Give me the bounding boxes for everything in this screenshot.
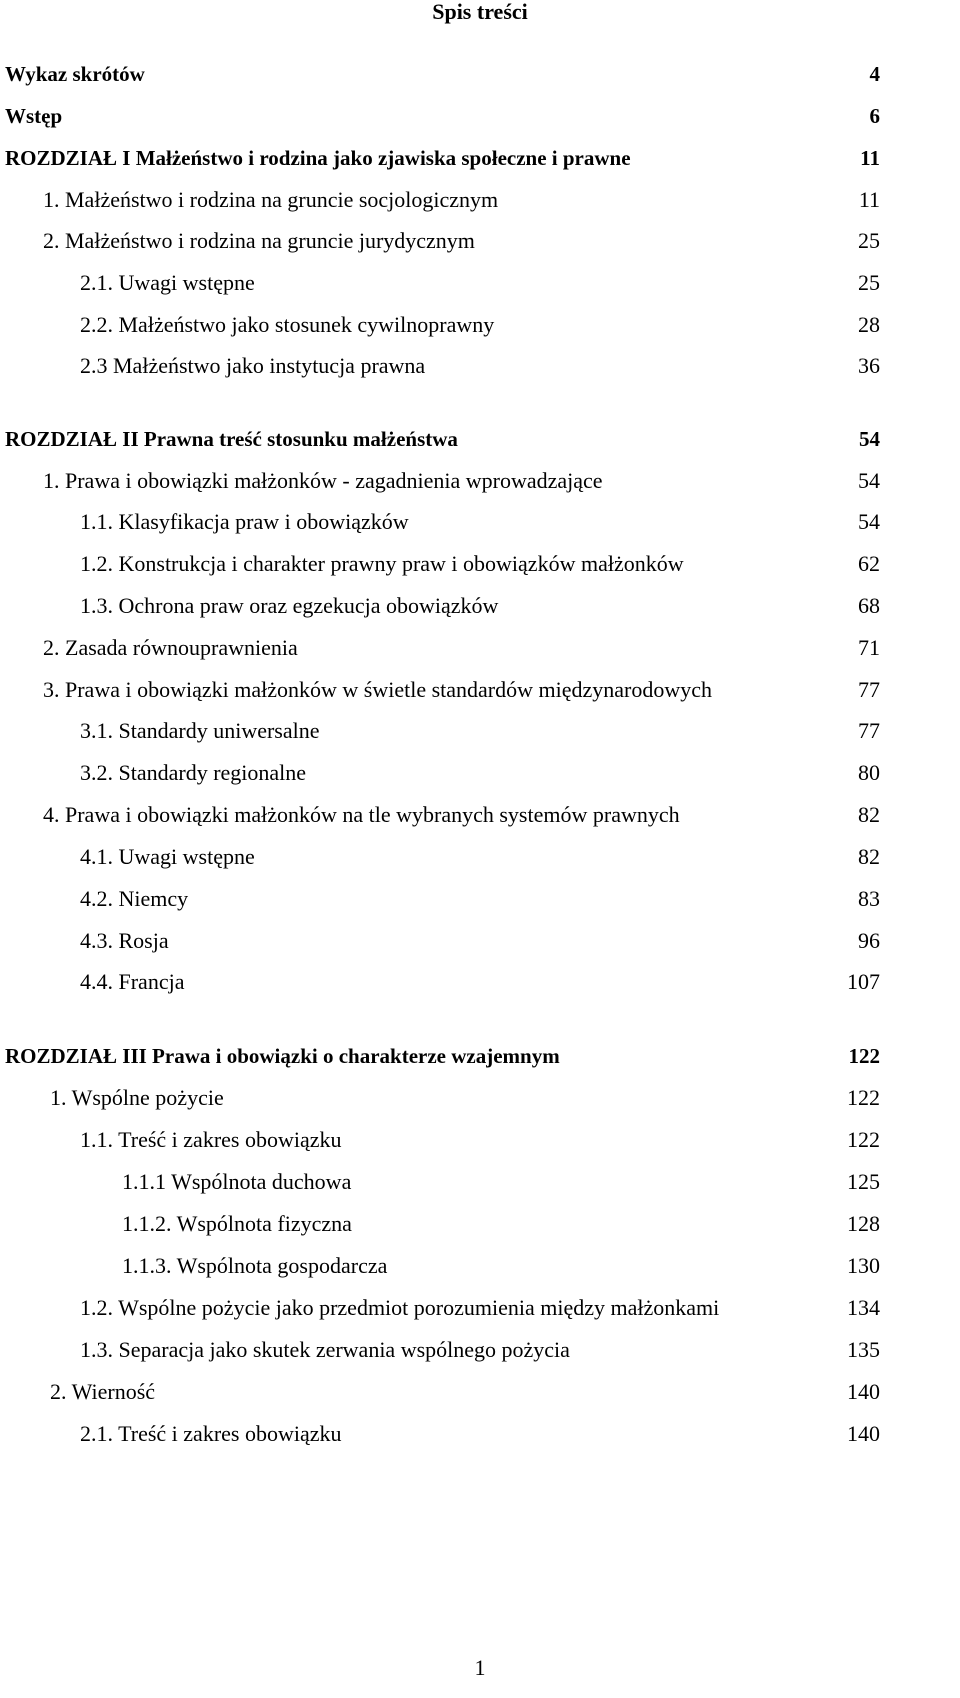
toc-entry-label: 1.1. Klasyfikacja praw i obowiązków — [80, 509, 409, 534]
toc-entry-page: 77 — [858, 677, 880, 702]
toc-entry — [0, 1166, 960, 1198]
toc-entry-page: 62 — [858, 551, 880, 576]
toc-entry — [0, 1040, 960, 1072]
toc-entry-label: 1. Wspólne pożycie — [50, 1085, 224, 1110]
toc-entry — [0, 1208, 960, 1240]
toc-entry-page: 77 — [858, 718, 880, 743]
toc-entry — [0, 423, 960, 455]
toc-entry — [0, 225, 960, 257]
toc-entry-label: 4. Prawa i obowiązki małżonków na tle wybranych systemów prawnych — [43, 802, 680, 827]
toc-entry — [0, 142, 960, 174]
toc-entry-label: 1. Prawa i obowiązki małżonków - zagadnienia wprowadzające — [43, 468, 603, 493]
toc-entry-page: 82 — [858, 844, 880, 869]
toc-entry — [0, 1334, 960, 1366]
toc-entry-label: 2. Małżeństwo i rodzina na gruncie jurydycznym — [43, 228, 475, 253]
toc-entry — [0, 184, 960, 216]
toc-entry-label: 2.1. Treść i zakres obowiązku — [80, 1421, 342, 1446]
toc-entry-label: 1.1.2. Wspólnota fizyczna — [122, 1211, 352, 1236]
toc-entry-page: 140 — [847, 1379, 880, 1404]
toc-entry — [0, 267, 960, 299]
toc-entry-label: 1.3. Separacja jako skutek zerwania wspólnego pożycia — [80, 1337, 570, 1362]
toc-entry-page: 107 — [847, 969, 880, 994]
toc-entry-page: 4 — [869, 62, 880, 86]
toc-entry-label: 2.3 Małżeństwo jako instytucja prawna — [80, 353, 426, 378]
toc-entry — [0, 925, 960, 957]
toc-entry-label: Wykaz skrótów — [5, 62, 145, 86]
toc-entry — [0, 1082, 960, 1114]
toc-entry-label: 4.2. Niemcy — [80, 886, 189, 911]
page-number: 1 — [474, 1655, 486, 1680]
toc-entry — [0, 506, 960, 538]
toc-entry-page: 11 — [858, 187, 880, 212]
toc-entry-page: 96 — [858, 928, 880, 953]
toc-entry — [0, 883, 960, 915]
toc-entry-page: 130 — [847, 1253, 880, 1278]
toc-entry — [0, 58, 960, 90]
toc-entry-label: 4.4. Francja — [80, 969, 185, 994]
toc-entry-label: ROZDZIAŁ III Prawa i obowiązki o charakterze wzajemnym — [5, 1044, 560, 1068]
toc-entry — [0, 1250, 960, 1282]
toc-entry-page: 54 — [859, 427, 880, 451]
toc-entry-page: 125 — [847, 1169, 880, 1194]
toc-entry-page: 6 — [869, 104, 880, 128]
toc-entry-label: 1.1.1 Wspólnota duchowa — [122, 1169, 352, 1194]
toc-entry-label: 2.1. Uwagi wstępne — [80, 270, 255, 295]
toc-entry-page: 25 — [858, 270, 880, 295]
toc-entry-page: 25 — [858, 228, 880, 253]
toc-entry-label: 1.2. Wspólne pożycie jako przedmiot porozumienia między małżonkami — [80, 1295, 720, 1320]
toc-entry — [0, 1124, 960, 1156]
toc-entry-page: 122 — [847, 1085, 880, 1110]
toc-entry-label: 3.1. Standardy uniwersalne — [80, 718, 320, 743]
toc-entry — [0, 1292, 960, 1324]
toc-entry-page: 122 — [848, 1044, 880, 1068]
toc-entry — [0, 966, 960, 998]
toc-entry-page: 54 — [858, 468, 880, 493]
toc-entry-label: ROZDZIAŁ I Małżeństwo i rodzina jako zjawiska społeczne i prawne — [5, 146, 631, 170]
toc-entry-page: 71 — [858, 635, 880, 660]
toc-entry-page: 80 — [858, 760, 880, 785]
toc-entry — [0, 350, 960, 382]
toc-entry-label: 4.3. Rosja — [80, 928, 169, 953]
toc-entry-label: ROZDZIAŁ II Prawna treść stosunku małżeństwa — [5, 427, 458, 451]
toc-entry-label: 3. Prawa i obowiązki małżonków w świetle standardów międzynarodowych — [43, 677, 712, 702]
toc-entry-label: Wstęp — [5, 104, 63, 128]
toc-entry — [0, 309, 960, 341]
toc-entry-page: 83 — [858, 886, 880, 911]
toc-entry-page: 54 — [858, 509, 880, 534]
toc-entry — [0, 548, 960, 580]
page-title: Spis treści — [432, 0, 528, 24]
toc-entry-label: 1.1. Treść i zakres obowiązku — [80, 1127, 342, 1152]
toc-entry-label: 2.2. Małżeństwo jako stosunek cywilnoprawny — [80, 312, 495, 337]
toc-entry — [0, 757, 960, 789]
toc-entry — [0, 590, 960, 622]
toc-entry — [0, 799, 960, 831]
toc-entry-label: 1.2. Konstrukcja i charakter prawny praw i obowiązków małżonków — [80, 551, 684, 576]
toc-entry-label: 1. Małżeństwo i rodzina na gruncie socjologicznym — [43, 187, 499, 212]
toc-entry — [0, 1376, 960, 1408]
toc-entry — [0, 841, 960, 873]
toc-entry-label: 4.1. Uwagi wstępne — [80, 844, 255, 869]
toc-entry-label: 2. Wierność — [50, 1379, 156, 1404]
toc-entry — [0, 1418, 960, 1450]
toc-entry-page: 122 — [847, 1127, 880, 1152]
toc-entry-page: 134 — [847, 1295, 880, 1320]
toc-entry-page: 68 — [858, 593, 880, 618]
toc-entry — [0, 715, 960, 747]
toc-entry — [0, 100, 960, 132]
toc-entry-page: 135 — [847, 1337, 880, 1362]
toc-entry-label: 1.3. Ochrona praw oraz egzekucja obowiązków — [80, 593, 499, 618]
toc-entry-page: 11 — [860, 146, 880, 170]
toc-entry-label: 2. Zasada równouprawnienia — [43, 635, 298, 660]
toc-entry-label: 1.1.3. Wspólnota gospodarcza — [122, 1253, 388, 1278]
toc-entry-page: 128 — [847, 1211, 880, 1236]
toc-entry — [0, 674, 960, 706]
toc-entry-page: 82 — [858, 802, 880, 827]
toc-entry-page: 36 — [858, 353, 880, 378]
toc-entry-label: 3.2. Standardy regionalne — [80, 760, 307, 785]
toc-entry — [0, 632, 960, 664]
toc-entry — [0, 465, 960, 497]
toc-entry-page: 28 — [858, 312, 880, 337]
toc-entry-page: 140 — [847, 1421, 880, 1446]
